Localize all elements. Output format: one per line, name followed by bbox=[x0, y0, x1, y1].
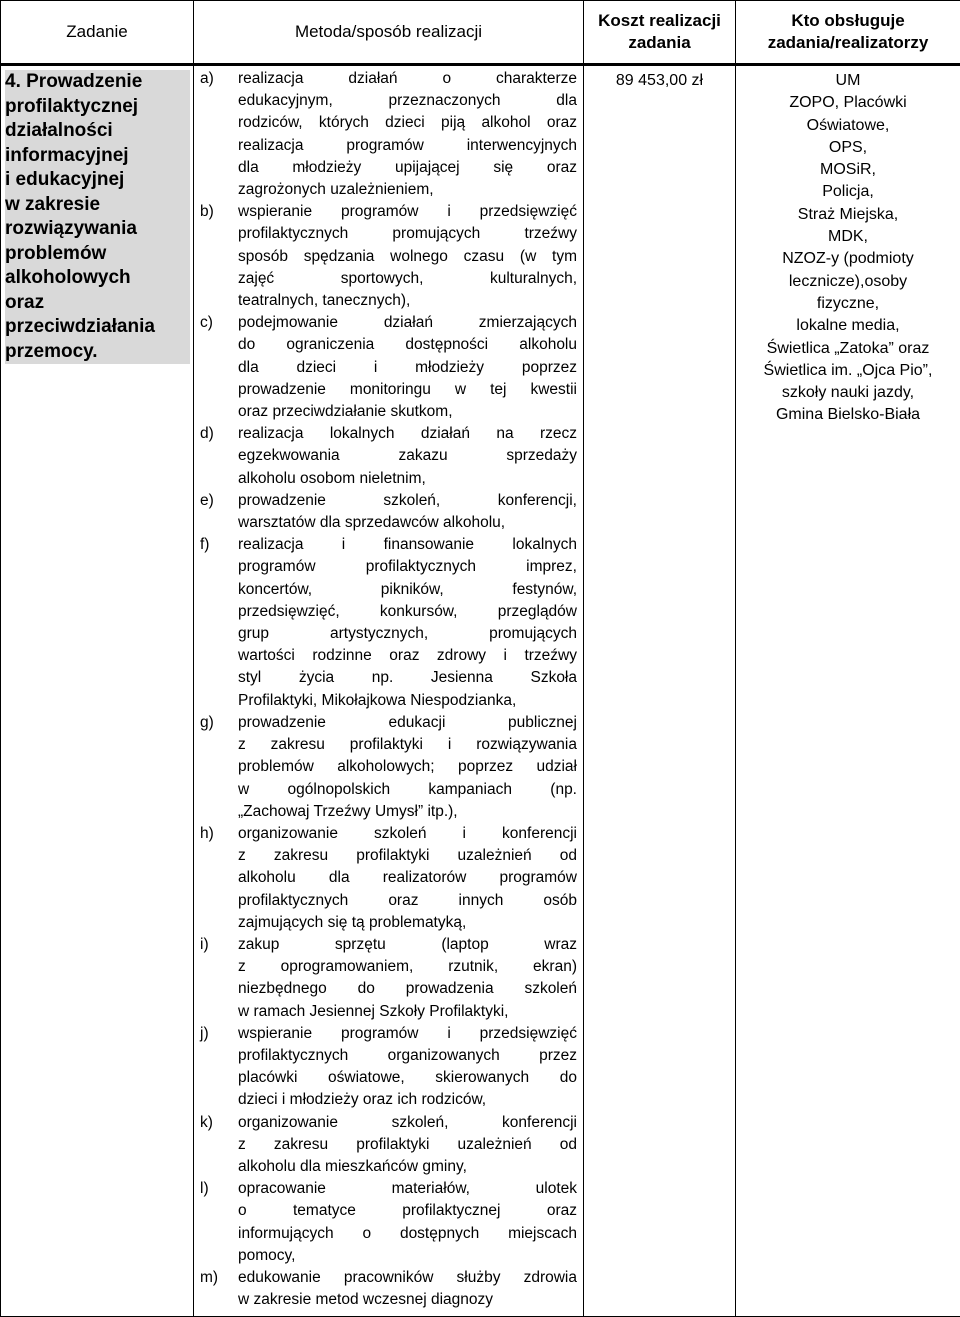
list-item-line: oraz przeciwdziałanie skutkom, bbox=[238, 401, 577, 423]
list-item-line: opracowanie materiałów, ulotek bbox=[238, 1178, 577, 1200]
list-item-line: edukacyjnym, przeznaczonych dla bbox=[238, 90, 577, 112]
list-item-marker: h) bbox=[200, 823, 238, 934]
list-item bbox=[200, 423, 577, 490]
method-list bbox=[194, 66, 583, 1311]
task-title-line: 4. Prowadzenie bbox=[5, 70, 190, 95]
list-item-line: grup artystycznych, promujących bbox=[238, 623, 577, 645]
who-line: szkoły nauki jazdy, bbox=[736, 382, 960, 404]
who-line: Świetlica „Zatoka” oraz bbox=[736, 338, 960, 360]
list-item-text bbox=[238, 423, 577, 490]
list-item-line: warsztatów dla sprzedawców alkoholu, bbox=[238, 512, 577, 534]
task-title-line: informacyjnej bbox=[5, 144, 190, 169]
list-item-line: sposób spędzania wolnego czasu (w tym bbox=[238, 246, 577, 268]
task-title-line: przemocy. bbox=[5, 340, 190, 365]
list-item-text bbox=[238, 712, 577, 823]
list-item-line: „Zachowaj Trzeźwy Umysł” itp.), bbox=[238, 801, 577, 823]
list-item-line: zajęć sportowych, kulturalnych, bbox=[238, 268, 577, 290]
list-item-line: dzieci i młodzieży oraz ich rodziców, bbox=[238, 1089, 577, 1111]
list-item bbox=[200, 1267, 577, 1311]
list-item bbox=[200, 68, 577, 201]
who-line: Oświatowe, bbox=[736, 115, 960, 137]
who-line: MOSiR, bbox=[736, 159, 960, 181]
list-item-text bbox=[238, 1178, 577, 1267]
header-method: Metoda/sposób realizacji bbox=[194, 1, 584, 65]
who-line: MDK, bbox=[736, 226, 960, 248]
task-title-line: profilaktycznej bbox=[5, 95, 190, 120]
task-title-line: rozwiązywania bbox=[5, 217, 190, 242]
list-item-line: wspieranie programów i przedsięwzięć bbox=[238, 201, 577, 223]
list-item-text bbox=[238, 1112, 577, 1179]
who-line: Straż Miejska, bbox=[736, 204, 960, 226]
task-title-line: alkoholowych bbox=[5, 266, 190, 291]
header-who: Kto obsługuje zadania/realizatorzy bbox=[736, 1, 960, 65]
task-title bbox=[5, 70, 190, 364]
list-item-line: realizacja lokalnych działań na rzecz bbox=[238, 423, 577, 445]
cost-value: 89 453,00 zł bbox=[584, 66, 735, 92]
list-item-line: wspieranie programów i przedsięwzięć bbox=[238, 1023, 577, 1045]
who-list bbox=[736, 66, 960, 427]
list-item-line: egzekwowania zakazu sprzedaży bbox=[238, 445, 577, 467]
list-item-line: informujących o dostępnych miejscach bbox=[238, 1223, 577, 1245]
who-line: lokalne media, bbox=[736, 315, 960, 337]
list-item-text bbox=[238, 534, 577, 712]
list-item-text bbox=[238, 934, 577, 1023]
list-item-line: profilaktycznych organizowanych przez bbox=[238, 1045, 577, 1067]
list-item-line: do ograniczenia dostępności alkoholu bbox=[238, 334, 577, 356]
list-item-line: w zakresie metod wczesnej diagnozy bbox=[238, 1289, 577, 1311]
task-title-line: i edukacyjnej bbox=[5, 168, 190, 193]
list-item-line: z zakresu profilaktyki i rozwiązywania bbox=[238, 734, 577, 756]
list-item-line: edukowanie pracowników służby zdrowia bbox=[238, 1267, 577, 1289]
list-item bbox=[200, 934, 577, 1023]
list-item-line: realizacja i finansowanie lokalnych bbox=[238, 534, 577, 556]
who-line: Świetlica im. „Ojca Pio”, bbox=[736, 360, 960, 382]
list-item-line: programów profilaktycznych imprez, bbox=[238, 556, 577, 578]
who-line: NZOZ-y (podmioty bbox=[736, 248, 960, 270]
list-item-line: przedsięwzięć, konkursów, przeglądów bbox=[238, 601, 577, 623]
list-item-line: w ramach Jesiennej Szkoły Profilaktyki, bbox=[238, 1001, 577, 1023]
list-item-text bbox=[238, 201, 577, 312]
list-item-marker: g) bbox=[200, 712, 238, 823]
list-item bbox=[200, 1023, 577, 1112]
header-cost: Koszt realizacji zadania bbox=[584, 1, 736, 65]
list-item-line: o tematyce profilaktycznej oraz bbox=[238, 1200, 577, 1222]
list-item-line: alkoholu dla realizatorów programów bbox=[238, 867, 577, 889]
list-item-line: prowadzenie szkoleń, konferencji, bbox=[238, 490, 577, 512]
list-item-line: profilaktycznych oraz innych osób bbox=[238, 890, 577, 912]
list-item-line: z zakresu profilaktyki uzależnień od bbox=[238, 845, 577, 867]
who-line: Policja, bbox=[736, 181, 960, 203]
list-item-line: teatralnych, tanecznych), bbox=[238, 290, 577, 312]
list-item-line: organizowanie szkoleń i konferencji bbox=[238, 823, 577, 845]
list-item bbox=[200, 201, 577, 312]
list-item-text bbox=[238, 1023, 577, 1112]
who-line: ZOPO, Placówki bbox=[736, 92, 960, 114]
list-item-line: wartości rodzinne oraz zdrowy i trzeźwy bbox=[238, 645, 577, 667]
list-item-line: organizowanie szkoleń, konferencji bbox=[238, 1112, 577, 1134]
list-item-marker: c) bbox=[200, 312, 238, 423]
header-task: Zadanie bbox=[1, 1, 194, 65]
list-item-line: pomocy, bbox=[238, 1245, 577, 1267]
list-item-line: dla młodzieży upijającej się oraz bbox=[238, 157, 577, 179]
list-item-line: zajmujących się tą problematyką, bbox=[238, 912, 577, 934]
list-item-text bbox=[238, 823, 577, 934]
list-item bbox=[200, 823, 577, 934]
list-item-marker: f) bbox=[200, 534, 238, 712]
list-item-line: podejmowanie działań zmierzających bbox=[238, 312, 577, 334]
list-item-line: realizacja programów interwencyjnych bbox=[238, 135, 577, 157]
who-cell bbox=[736, 65, 960, 1317]
list-item bbox=[200, 1178, 577, 1267]
list-item-line: z oprogramowaniem, rzutnik, ekran) bbox=[238, 956, 577, 978]
list-item-marker: k) bbox=[200, 1112, 238, 1179]
list-item bbox=[200, 1112, 577, 1179]
list-item-line: alkoholu osobom nieletnim, bbox=[238, 468, 577, 490]
list-item-line: koncertów, pikników, festynów, bbox=[238, 579, 577, 601]
list-item-marker: m) bbox=[200, 1267, 238, 1311]
list-item bbox=[200, 312, 577, 423]
method-cell bbox=[194, 65, 584, 1317]
table-row bbox=[1, 65, 960, 1317]
list-item-line: rodziców, których dzieci piją alkohol oraz bbox=[238, 112, 577, 134]
list-item-line: zagrożonych uzależnieniem, bbox=[238, 179, 577, 201]
list-item-line: Profilaktyki, Mikołajkowa Niespodzianka, bbox=[238, 690, 577, 712]
task-title-line: działalności bbox=[5, 119, 190, 144]
list-item-marker: a) bbox=[200, 68, 238, 201]
list-item-line: problemów alkoholowych; poprzez udział bbox=[238, 756, 577, 778]
list-item-marker: j) bbox=[200, 1023, 238, 1112]
task-title-line: oraz bbox=[5, 291, 190, 316]
list-item-line: realizacja działań o charakterze bbox=[238, 68, 577, 90]
list-item-marker: b) bbox=[200, 201, 238, 312]
who-line: OPS, bbox=[736, 137, 960, 159]
list-item-text bbox=[238, 490, 577, 534]
who-line: lecznicze),osoby bbox=[736, 271, 960, 293]
list-item-line: z zakresu profilaktyki uzależnień od bbox=[238, 1134, 577, 1156]
who-line: UM bbox=[736, 70, 960, 92]
list-item bbox=[200, 490, 577, 534]
list-item-line: profilaktycznych promujących trzeźwy bbox=[238, 223, 577, 245]
list-item-marker: i) bbox=[200, 934, 238, 1023]
list-item-line: w ogólnopolskich kampaniach (np. bbox=[238, 779, 577, 801]
cost-cell bbox=[584, 65, 736, 1317]
who-line: fizyczne, bbox=[736, 293, 960, 315]
list-item-text bbox=[238, 312, 577, 423]
list-item-line: prowadzenie edukacji publicznej bbox=[238, 712, 577, 734]
header-row bbox=[1, 1, 960, 65]
list-item-line: dla dzieci i młodzieży poprzez bbox=[238, 357, 577, 379]
list-item-line: niezbędnego do prowadzenia szkoleń bbox=[238, 978, 577, 1000]
list-item-line: styl życia np. Jesienna Szkoła bbox=[238, 667, 577, 689]
list-item-line: alkoholu dla mieszkańców gminy, bbox=[238, 1156, 577, 1178]
list-item-line: prowadzenie monitoringu w tej kwestii bbox=[238, 379, 577, 401]
list-item-line: placówki oświatowe, skierowanych do bbox=[238, 1067, 577, 1089]
task-cell bbox=[1, 65, 194, 1317]
list-item-marker: e) bbox=[200, 490, 238, 534]
task-title-line: problemów bbox=[5, 242, 190, 267]
task-title-line: przeciwdziałania bbox=[5, 315, 190, 340]
task-title-line: w zakresie bbox=[5, 193, 190, 218]
who-line: Gmina Bielsko-Biała bbox=[736, 404, 960, 426]
list-item-text bbox=[238, 68, 577, 201]
list-item bbox=[200, 534, 577, 712]
list-item-marker: d) bbox=[200, 423, 238, 490]
list-item-text bbox=[238, 1267, 577, 1311]
list-item-line: zakup sprzętu (laptop wraz bbox=[238, 934, 577, 956]
list-item-marker: l) bbox=[200, 1178, 238, 1267]
list-item bbox=[200, 712, 577, 823]
